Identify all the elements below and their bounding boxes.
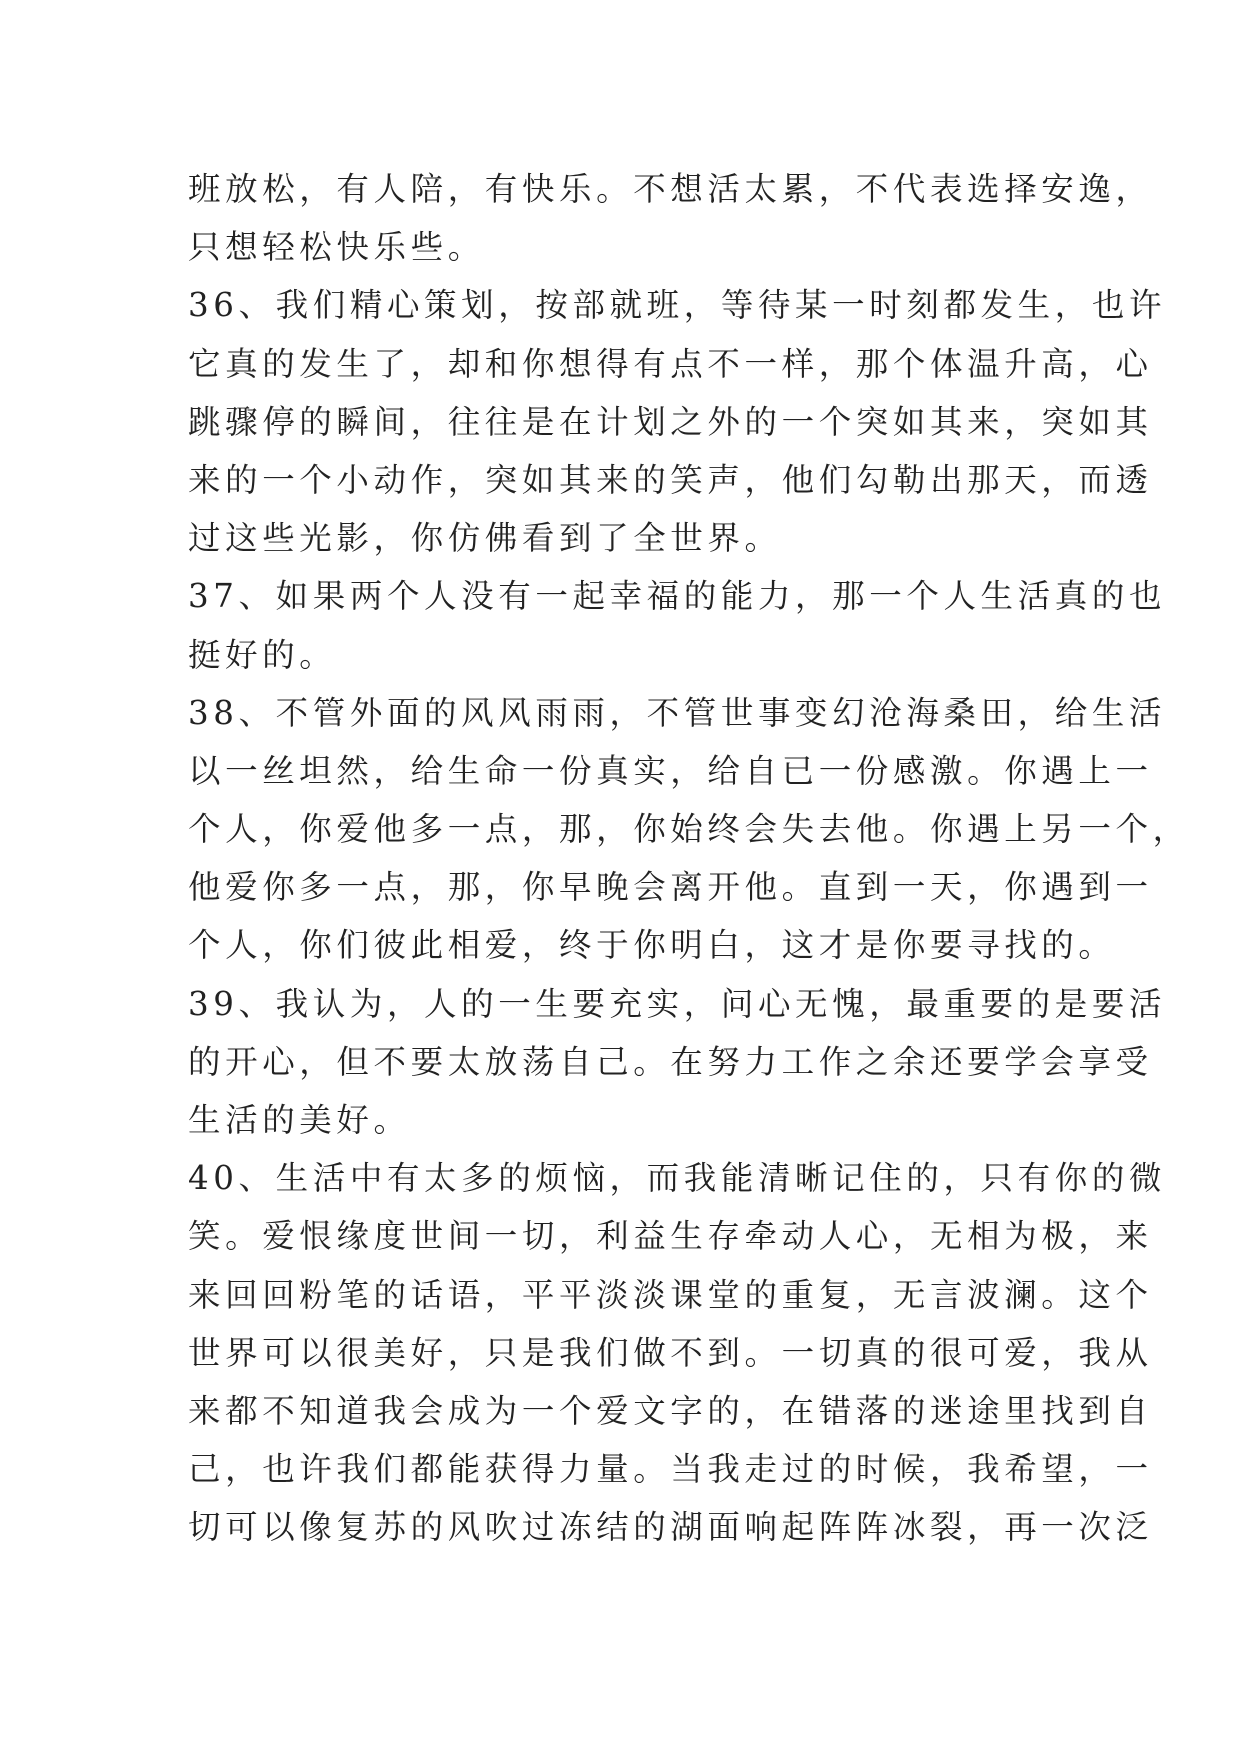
text-line: 只想轻松快乐些。: [188, 228, 485, 267]
text-line: 班放松，有人陪，有快乐。不想活太累，不代表选择安逸，: [188, 170, 1153, 208]
text-line: 己，也许我们都能获得力量。当我走过的时候，我希望，一: [188, 1450, 1153, 1489]
text-line: 来的一个小动作，突如其来的笑声，他们勾勒出那天，而透: [188, 460, 1153, 499]
text-line: 世界可以很美好，只是我们做不到。一切真的很可爱，我从: [188, 1333, 1153, 1372]
text-line: 挺好的。: [188, 635, 337, 674]
text-line: 来回回粉笔的话语，平平淡淡课堂的重复，无言波澜。这个: [188, 1275, 1153, 1314]
text-line: 37、如果两个人没有一起幸福的能力，那一个人生活真的也: [188, 577, 1167, 616]
text-line: 切可以像复苏的风吹过冻结的湖面响起阵阵冰裂，再一次泛: [188, 1508, 1153, 1547]
text-line: 个人，你们彼此相爱，终于你明白，这才是你要寻找的。: [188, 926, 1116, 965]
text-line: 来都不知道我会成为一个爱文字的，在错落的迷途里找到自: [188, 1391, 1153, 1430]
text-line: 它真的发生了，却和你想得有点不一样，那个体温升高，心: [188, 344, 1153, 383]
text-line: 39、我认为，人的一生要充实，问心无愧，最重要的是要活: [188, 984, 1167, 1023]
text-line: 他爱你多一点，那，你早晚会离开他。直到一天，你遇到一: [188, 868, 1153, 907]
text-line: 生活的美好。: [188, 1101, 411, 1139]
text-line: 笑。爱恨缘度世间一切，利益生存牵动人心，无相为极，来: [188, 1217, 1153, 1256]
text-line: 个人，你爱他多一点，那，你始终会失去他。你遇上另一个，: [188, 810, 1190, 849]
text-line: 跳骤停的瞬间，往往是在计划之外的一个突如其来，突如其: [188, 402, 1153, 441]
text-line: 的开心，但不要太放荡自己。在努力工作之余还要学会享受: [188, 1042, 1153, 1081]
text-line: 36、我们精心策划，按部就班，等待某一时刻都发生，也许: [188, 286, 1167, 325]
text-line: 过这些光影，你仿佛看到了全世界。: [188, 519, 782, 558]
text-line: 40、生活中有太多的烦恼，而我能清晰记住的，只有你的微: [188, 1159, 1167, 1198]
document-body: [188, 160, 1190, 1557]
text-line: 38、不管外面的风风雨雨，不管世事变幻沧海桑田，给生活: [188, 693, 1167, 732]
text-line: 以一丝坦然，给生命一份真实，给自已一份感激。你遇上一: [188, 751, 1153, 790]
